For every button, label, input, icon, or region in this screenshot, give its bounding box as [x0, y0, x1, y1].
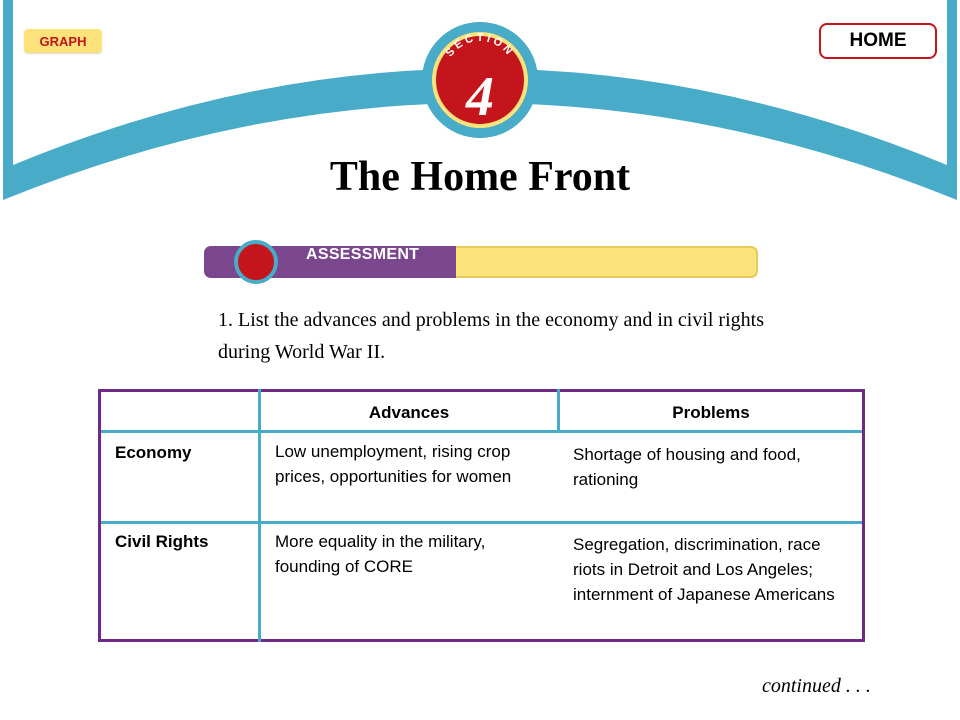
table-divider	[258, 389, 261, 642]
table-cell: Shortage of housing and food, rationing	[573, 445, 801, 489]
row-label-economy: Economy	[115, 443, 192, 462]
section-number: 4	[466, 66, 494, 128]
table-cell: More equality in the military, founding of CORE	[275, 532, 486, 576]
assessment-dot	[234, 240, 278, 284]
column-header-advances: Advances	[368, 403, 450, 422]
table-cell: Segregation, discrimination, race riots in Detroit and Los Angeles; internment of Japanese Americans	[573, 535, 835, 604]
continued-note: continued . . .	[762, 675, 871, 697]
column-header-problems: Problems	[672, 403, 750, 422]
table-divider	[101, 521, 862, 524]
table-cell: Low unemployment, rising crop prices, opportunities for women	[275, 442, 512, 486]
question-text: 1. List the advances and problems in the economy and in civil rights during World War II.	[218, 309, 764, 363]
section-badge	[420, 20, 540, 140]
table-divider	[101, 430, 862, 433]
graph-button[interactable]: GRAPH	[24, 29, 102, 53]
page-title: The Home Front	[329, 154, 631, 200]
assessment-label: ASSESSMENT	[306, 246, 420, 263]
section-word: SECTION	[443, 31, 517, 60]
row-label-civil-rights: Civil Rights	[115, 532, 209, 551]
home-button[interactable]: HOME	[819, 23, 937, 59]
